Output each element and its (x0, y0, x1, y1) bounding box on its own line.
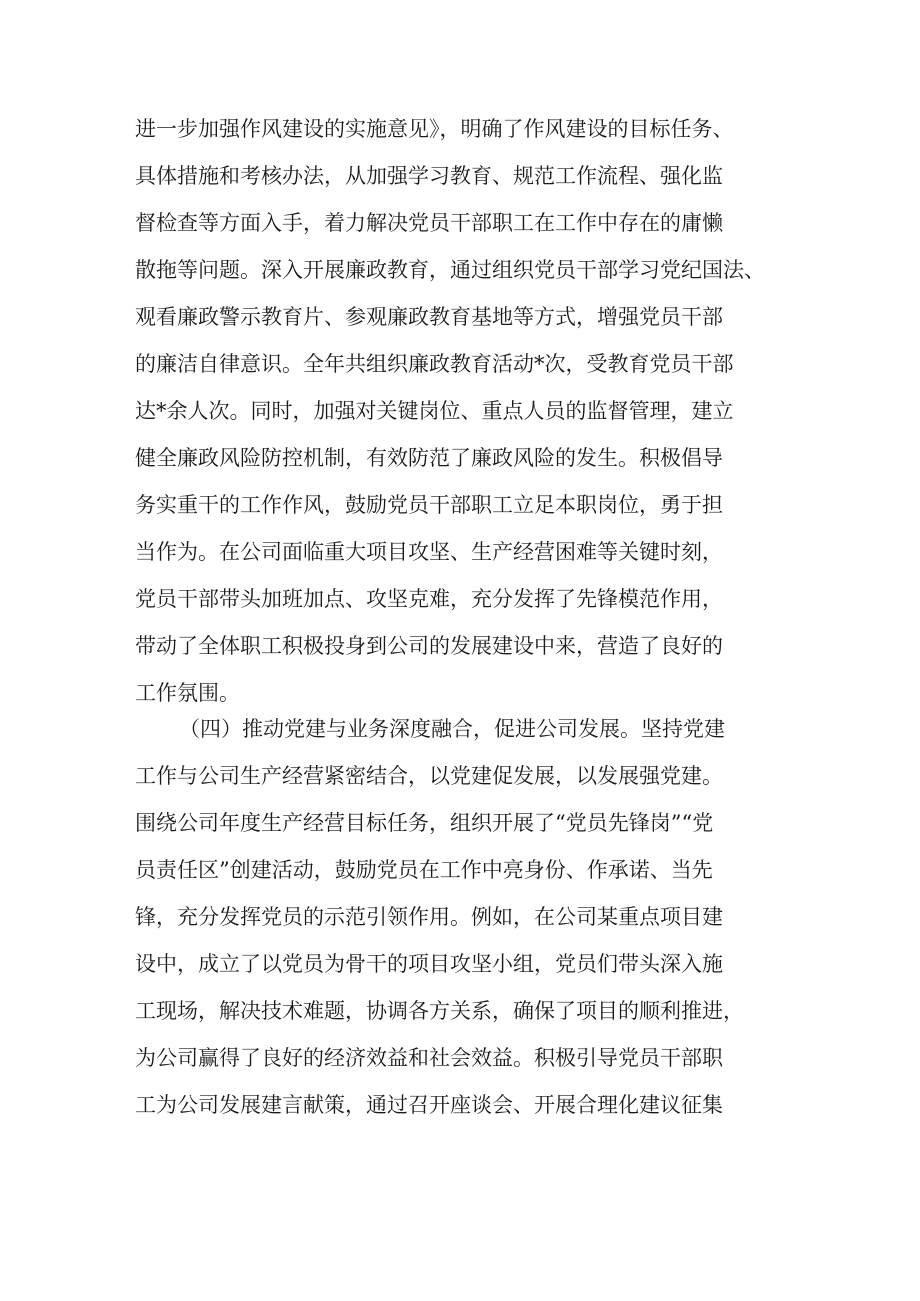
paragraph-line: 员责任区”创建活动，鼓励党员在工作中亮身份、作承诺、当先 (135, 858, 713, 882)
paragraph-line: 的廉洁自律意识。全年共组织廉政教育活动*次，受教育党员干部 (135, 352, 734, 376)
paragraph-line: 务实重干的工作作风，鼓励党员干部职工立足本职岗位，勇于担 (135, 493, 723, 517)
paragraph-line: 达*余人次。同时，加强对关键岗位、重点人员的监督管理，建立 (135, 399, 734, 423)
paragraph-line: 工作与公司生产经营紧密结合，以党建促发展，以发展强党建。 (135, 764, 723, 788)
paragraph-line: 散拖等问题。深入开展廉政教育，通过组织党员干部学习党纪国法、 (135, 258, 765, 282)
paragraph-line: 为公司赢得了良好的经济效益和社会效益。积极引导党员干部职 (135, 1046, 723, 1070)
paragraph-line: 当作为。在公司面临重大项目攻坚、生产经营困难等关键时刻， (135, 540, 723, 564)
paragraph-line: 围绕公司年度生产经营目标任务，组织开展了“党员先锋岗”“党 (135, 811, 714, 835)
paragraph-line: 党员干部带头加班加点、攻坚克难，充分发挥了先锋模范作用， (135, 587, 723, 611)
paragraph-line: 观看廉政警示教育片、参观廉政教育基地等方式，增强党员干部 (135, 305, 723, 329)
paragraph-line: 督检查等方面入手，着力解决党员干部职工在工作中存在的庸懒 (135, 211, 723, 235)
paragraph-line: 进一步加强作风建设的实施意见》，明确了作风建设的目标任务、 (135, 117, 734, 141)
paragraph-1 (135, 106, 795, 717)
paragraph-line: 设中，成立了以党员为骨干的项目攻坚小组，党员们带头深入施 (135, 952, 723, 976)
paragraph-line: 带动了全体职工积极投身到公司的发展建设中来，营造了良好的 (135, 634, 723, 658)
paragraph-line: 工现场，解决技术难题，协调各方关系，确保了项目的顺利推进， (135, 999, 744, 1023)
paragraph-line: 具体措施和考核办法，从加强学习教育、规范工作流程、强化监 (135, 164, 723, 188)
paragraph-line: 工为公司发展建言献策，通过召开座谈会、开展合理化建议征集 (135, 1093, 723, 1117)
paragraph-line: 锋，充分发挥党员的示范引领作用。例如，在公司某重点项目建 (135, 905, 723, 929)
paragraph-2 (135, 706, 795, 1129)
section-heading-line: （四）推动党建与业务深度融合，促进公司发展。坚持党建 (179, 717, 725, 741)
paragraph-line: 健全廉政风险防控机制，有效防范了廉政风险的发生。积极倡导 (135, 446, 723, 470)
paragraph-line: 工作氛围。 (135, 681, 240, 705)
